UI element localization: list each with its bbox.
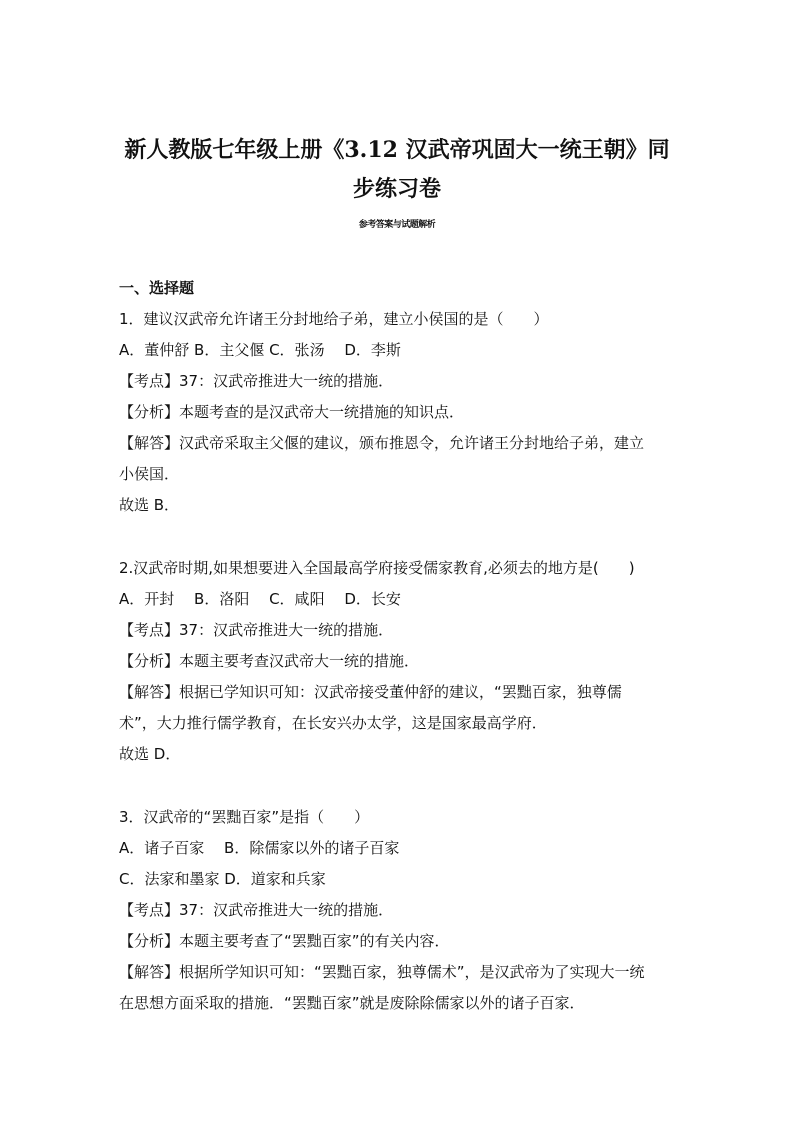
question-2-stem: 2.汉武帝时期,如果想要进入全国最高学府接受儒家教育,必须去的地方是( ) bbox=[119, 559, 635, 577]
question-2-jieda bbox=[119, 681, 679, 703]
fenxi-text: 本题主要考查汉武帝大一统的措施． bbox=[179, 652, 420, 670]
jieda-text: 根据已学知识可知：汉武帝接受董仲舒的建议，“罢黜百家，独尊儒 bbox=[179, 683, 622, 701]
question-1-stem: 1．建议汉武帝允许诸王分封地给子弟，建立小侯国的是（ ） bbox=[119, 310, 549, 328]
question-2-kaodian bbox=[119, 619, 679, 641]
question-2-options: A．开封 B．洛阳 C．咸阳 D．长安 bbox=[119, 590, 401, 608]
fenxi-text: 本题考查的是汉武帝大一统措施的知识点． bbox=[179, 403, 465, 421]
question-3-fenxi bbox=[119, 930, 679, 952]
question-1-options: A．董仲舒 B．主父偃 C．张汤 D．李斯 bbox=[119, 341, 401, 359]
kaodian-text: 37：汉武帝推进大一统的措施． bbox=[179, 372, 394, 390]
question-1-kaodian bbox=[119, 370, 679, 392]
fenxi-tag: 【分析】 bbox=[119, 652, 180, 670]
document-subtitle: 参考答案与试题解析 bbox=[358, 220, 436, 230]
question-3-jieda-cont: 在思想方面采取的措施．“罢黜百家”就是废除除儒家以外的诸子百家． bbox=[119, 994, 585, 1012]
question-1-answer: 故选 B． bbox=[119, 496, 180, 514]
fenxi-tag: 【分析】 bbox=[119, 932, 180, 950]
question-2-jieda-cont: 术”，大力推行儒学教育，在长安兴办太学，这是国家最高学府． bbox=[119, 714, 547, 732]
document-title-line2: 步练习卷 bbox=[352, 176, 441, 202]
question-3-options-line1: A．诸子百家 B．除儒家以外的诸子百家 bbox=[119, 839, 400, 857]
section-heading: 一、选择题 bbox=[119, 279, 195, 297]
question-1-jieda-cont: 小侯国． bbox=[119, 465, 180, 483]
kaodian-tag: 【考点】 bbox=[119, 372, 180, 390]
kaodian-tag: 【考点】 bbox=[119, 901, 180, 919]
fenxi-tag: 【分析】 bbox=[119, 403, 180, 421]
jieda-text: 汉武帝采取主父偃的建议，颁布推恩令，允许诸王分封地给子弟，建立 bbox=[179, 434, 645, 452]
kaodian-text: 37：汉武帝推进大一统的措施． bbox=[179, 621, 394, 639]
question-2-fenxi bbox=[119, 650, 679, 672]
question-1-fenxi bbox=[119, 401, 679, 423]
jieda-text: 根据所学知识可知：“罢黜百家，独尊儒术”，是汉武帝为了实现大一统 bbox=[179, 963, 645, 981]
fenxi-text: 本题主要考查了“罢黜百家”的有关内容． bbox=[179, 932, 450, 950]
jieda-tag: 【解答】 bbox=[119, 963, 180, 981]
kaodian-text: 37：汉武帝推进大一统的措施． bbox=[179, 901, 394, 919]
document-title-line1: 新人教版七年级上册《3.12 汉武帝巩固大一统王朝》同 bbox=[124, 137, 670, 163]
question-3-stem: 3．汉武帝的“罢黜百家”是指（ ） bbox=[119, 808, 370, 826]
question-3-options-line2: C．法家和墨家 D．道家和兵家 bbox=[119, 870, 326, 888]
jieda-tag: 【解答】 bbox=[119, 683, 180, 701]
jieda-tag: 【解答】 bbox=[119, 434, 180, 452]
question-3-kaodian bbox=[119, 899, 679, 921]
question-1-jieda bbox=[119, 432, 679, 454]
question-2-answer: 故选 D． bbox=[119, 745, 181, 763]
question-3-jieda bbox=[119, 961, 679, 983]
kaodian-tag: 【考点】 bbox=[119, 621, 180, 639]
